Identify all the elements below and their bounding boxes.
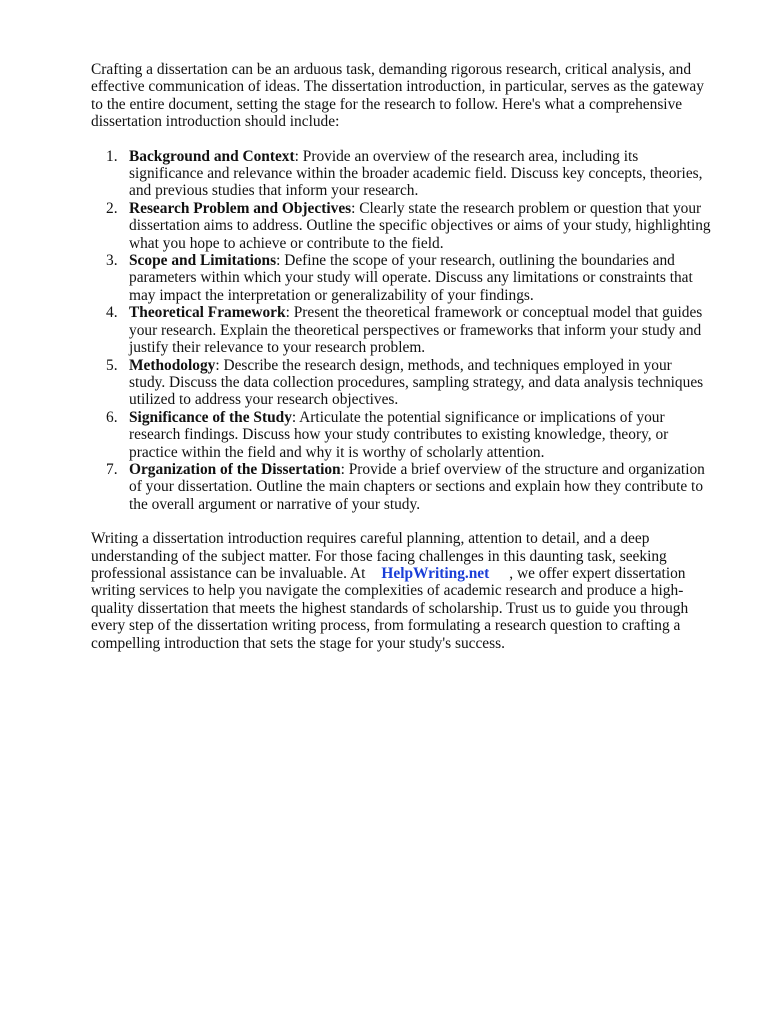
helpwriting-link[interactable]: HelpWriting.net xyxy=(381,564,490,582)
list-item-number: 3. xyxy=(106,252,118,270)
list-item-title: Organization of the Dissertation xyxy=(129,460,341,478)
list-item-number: 1. xyxy=(106,147,118,165)
list-item-text: : Describe the research design, methods, and techniques employed in your study. Discuss the data collection procedures, sampling strategy, and data analysis techniques utilized to address your research objectives. xyxy=(129,356,704,409)
list-item-title: Methodology xyxy=(129,356,216,374)
list-item-title: Theoretical Framework xyxy=(129,304,286,322)
intro-paragraph: Crafting a dissertation can be an arduous task, demanding rigorous research, critical analysis, and effective communication of ideas. The dissertation introduction, in particular, serves as the gateway to the entire document, setting the stage for the research to follow. Here's what a comprehensive dissertation introduction should include: xyxy=(91,61,704,131)
closing-text-after-link: , we offer expert dissertation writing services to help you navigate the complexities of academic research and produce a high-quality dissertation that meets the highest standards of scholarship. Trust us to guide you through every step of the dissertation writing process, from formulating a research question to crafting a compelling introduction that sets the stage for your study's success. xyxy=(91,564,689,652)
list-item-background xyxy=(91,148,711,200)
document-page xyxy=(91,61,711,652)
list-item-organization xyxy=(91,461,711,513)
list-item-title: Background and Context xyxy=(129,147,295,165)
list-item-text: : Present the theoretical framework or conceptual model that guides your research. Explain the theoretical perspectives or frameworks that inform your study and justify their relevance to your research problem. xyxy=(129,304,703,357)
closing-paragraph xyxy=(91,530,711,652)
list-item-scope xyxy=(91,252,711,304)
list-item-number: 6. xyxy=(106,408,118,426)
list-item-significance xyxy=(91,409,711,461)
components-list xyxy=(91,148,711,514)
list-item-number: 7. xyxy=(106,460,118,478)
list-item-text: : Define the scope of your research, outlining the boundaries and parameters within which your study will operate. Discuss any limitations or constraints that may impact the interpretation or generalizability of your findings. xyxy=(129,252,693,304)
list-item-number: 5. xyxy=(106,356,118,374)
list-item-text: : Clearly state the research problem or question that your dissertation aims to address. Outline the specific objectives or aims of your study, highlighting what you hope to achieve or contribute to the field. xyxy=(129,199,711,252)
list-item-research-problem xyxy=(91,200,711,252)
list-item-text: : Provide an overview of the research area, including its significance and relevance within the broader academic field. Discuss key concepts, theories, and previous studies that inform your research. xyxy=(129,147,703,200)
list-item-number: 4. xyxy=(106,304,118,322)
list-item-text: : Provide a brief overview of the structure and organization of your dissertation. Outline the main chapters or sections and explain how they contribute to the overall argument or narrative of your study. xyxy=(129,460,705,513)
list-item-title: Scope and Limitations xyxy=(129,252,277,270)
list-item-title: Significance of the Study xyxy=(129,408,292,426)
list-item-title: Research Problem and Objectives xyxy=(129,199,352,217)
closing-text-before-link: Writing a dissertation introduction requires careful planning, attention to detail, and a deep understanding of the subject matter. For those facing challenges in this daunting task, seeking professional assistance can be invaluable. At xyxy=(91,530,667,582)
list-item-number: 2. xyxy=(106,199,118,217)
list-item-methodology xyxy=(91,357,711,409)
list-item-theoretical-framework xyxy=(91,304,711,356)
list-item-text: : Articulate the potential significance or implications of your research findings. Discuss how your study contributes to existing knowledge, theory, or practice within the field and why it is worthy of scholarly attention. xyxy=(129,408,669,461)
